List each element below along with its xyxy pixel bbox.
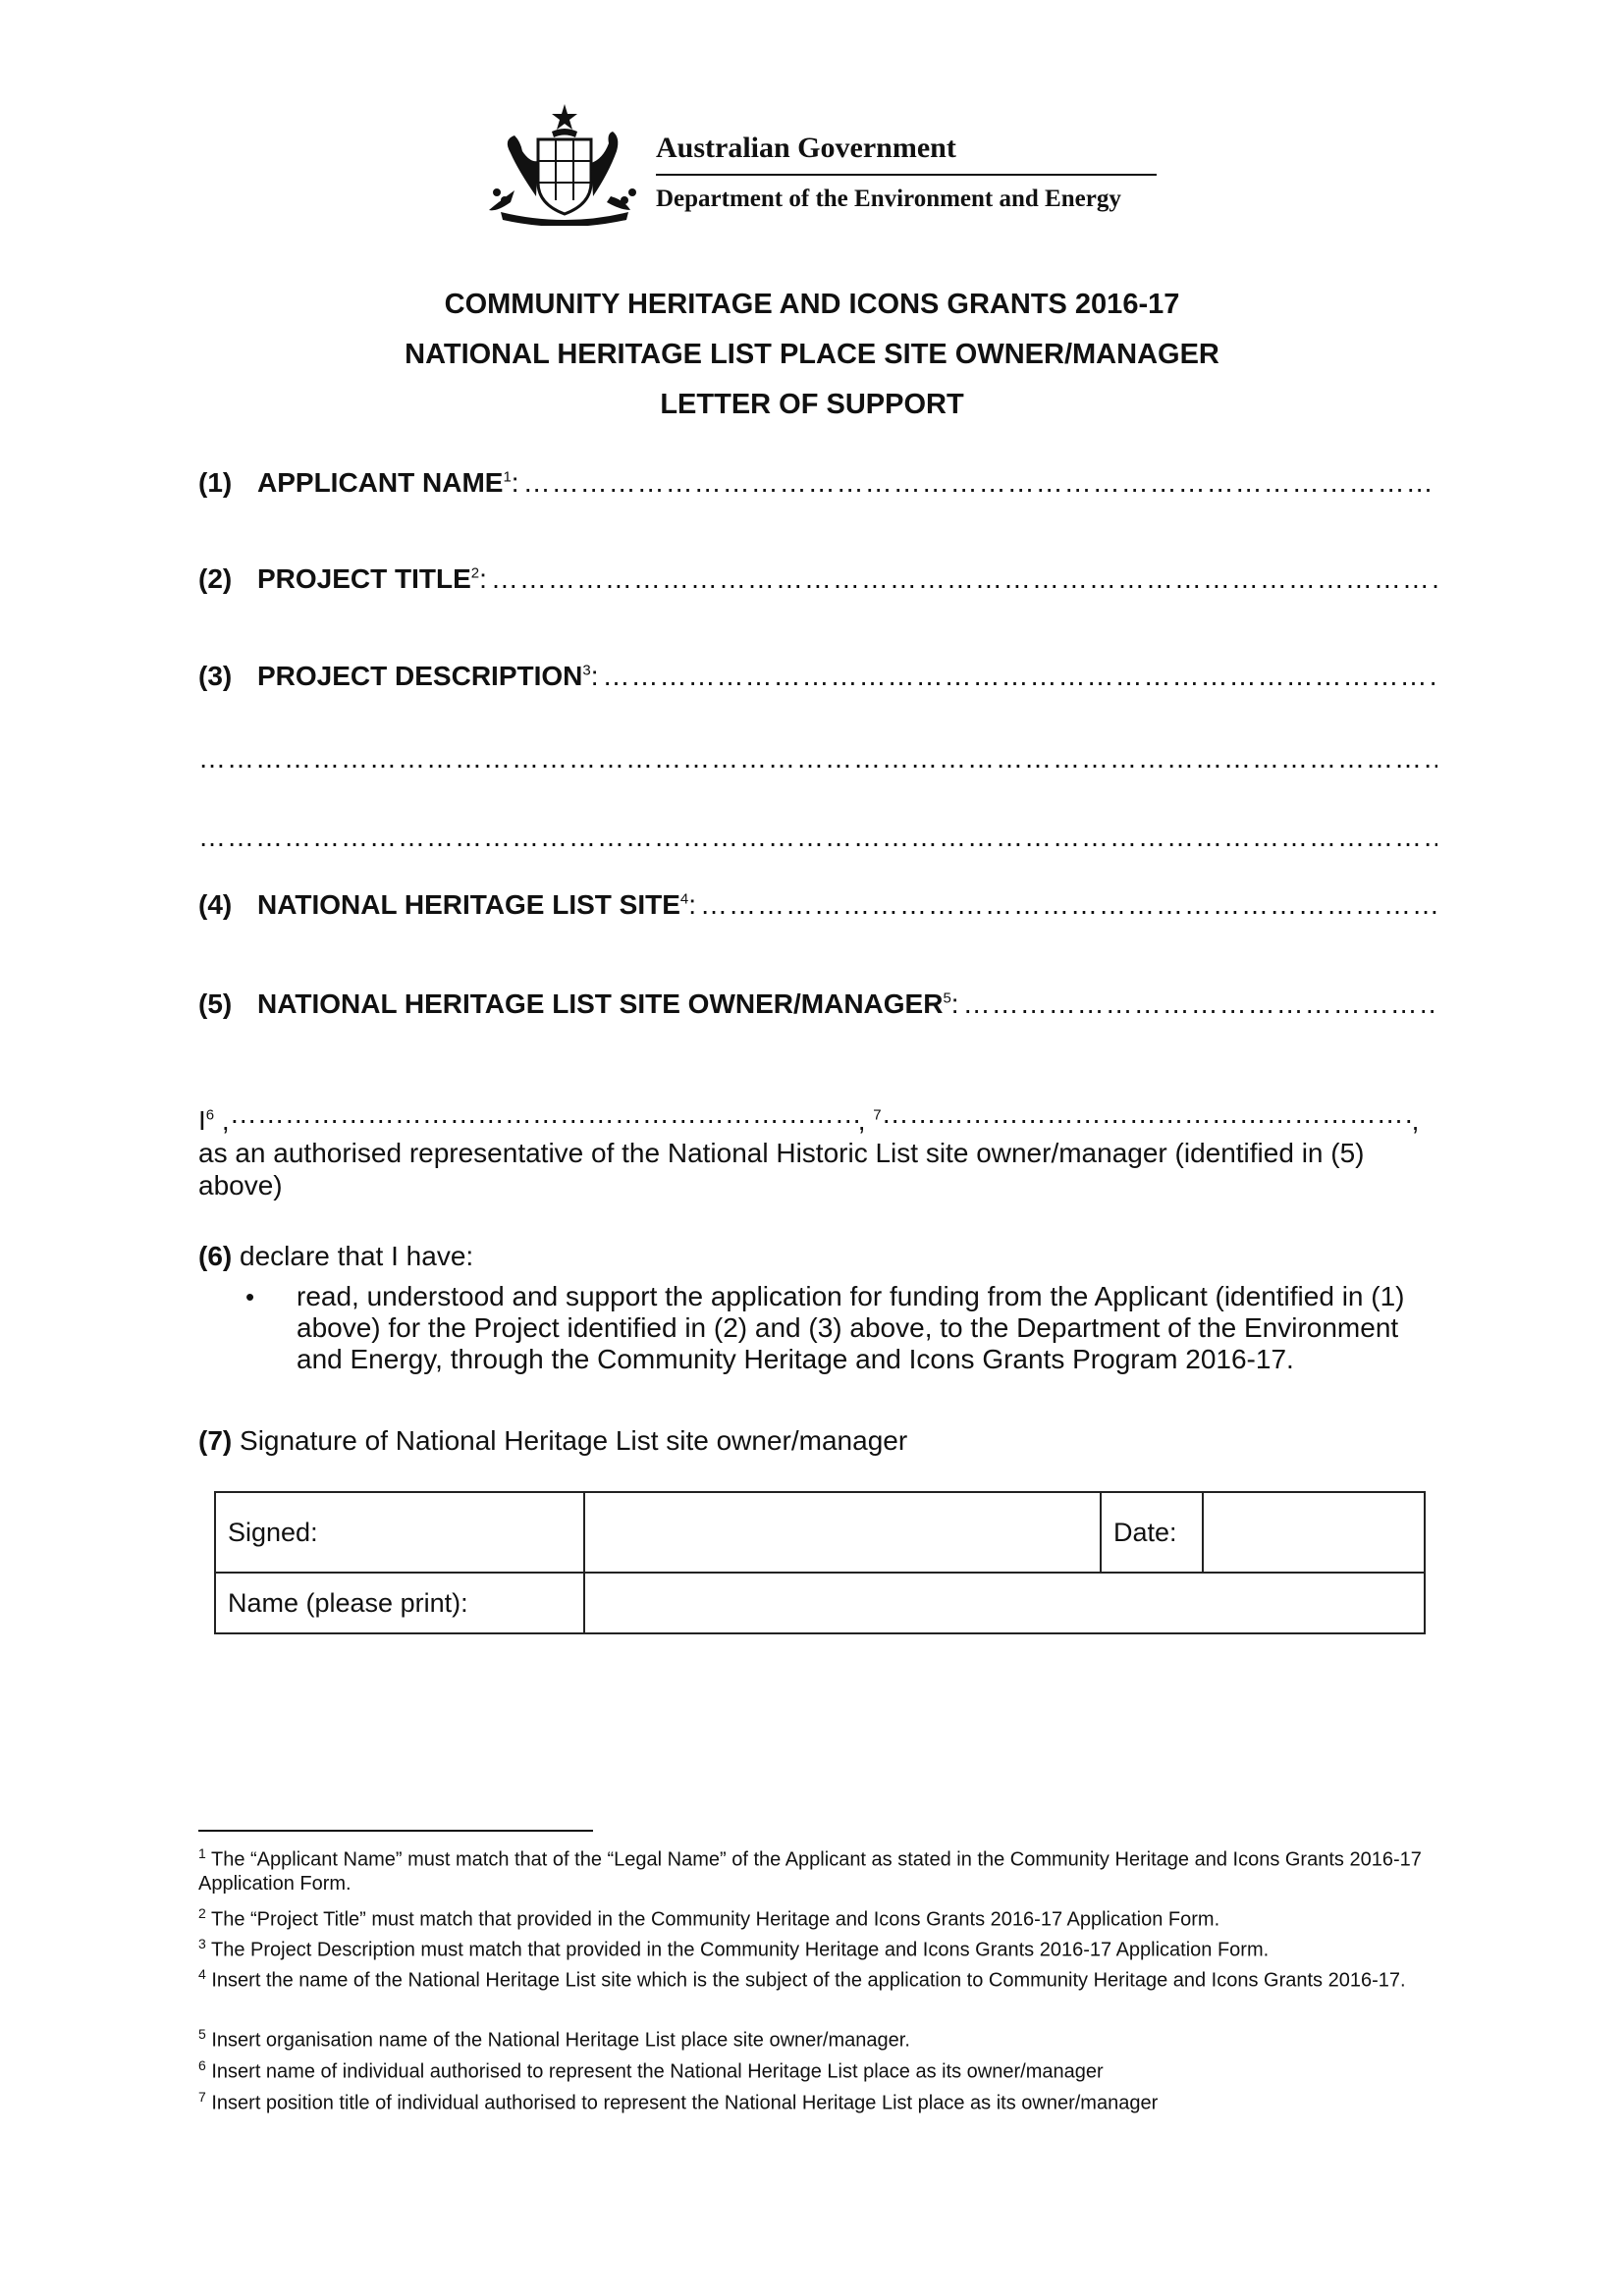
- declaration-i: I: [198, 1105, 206, 1136]
- site-owner-input-line[interactable]: [963, 988, 1437, 1020]
- footnote-7: $^7$ Insert position title of individual authorised to represent the National Heritage List place as its owner/manager: [198, 2089, 1159, 2114]
- site-owner-field[interactable]: [198, 988, 1437, 1028]
- item-number: (6): [198, 1241, 233, 1271]
- declaration-bullet: [245, 1281, 1424, 1375]
- item-6: (6) declare that I have:: [198, 1241, 474, 1271]
- date-label: Date:: [1101, 1492, 1203, 1573]
- footnote-4: $^4$ Insert the name of the National Heritage List site which is the subject of the application to Community Heritage and Icons Grants 2016-17.: [198, 1966, 1406, 1992]
- applicant-name-field[interactable]: [198, 467, 1437, 507]
- field-number: (4): [198, 889, 233, 920]
- australian-coat-of-arms-icon: [481, 102, 648, 226]
- project-description-line-3[interactable]: [198, 822, 1437, 861]
- project-title-input-line[interactable]: [491, 563, 1437, 595]
- field-label: APPLICANT NAME$^1$:: [257, 467, 519, 498]
- heritage-site-field[interactable]: [198, 889, 1437, 929]
- field-label: PROJECT TITLE$^2$:: [257, 563, 487, 594]
- signed-label: Signed:: [215, 1492, 584, 1573]
- document-title-line-2: NATIONAL HERITAGE LIST PLACE SITE OWNER/MANAGER: [405, 339, 1219, 370]
- representative-name-line[interactable]: [230, 1097, 858, 1130]
- project-description-input-line[interactable]: [603, 661, 1437, 692]
- footnote-2: $^2$ The “Project Title” must match that provided in the Community Heritage and Icons Grants 2016-17 Application Form.: [198, 1905, 1220, 1931]
- footnote-1: $^1$ The “Applicant Name” must match that of the “Legal Name” of the Applicant as stated in the Community Heritage and Icons Grants 2016-17 Application Form.: [198, 1845, 1422, 1895]
- footnote-5: $^5$ Insert organisation name of the National Heritage List place site owner/manager.: [198, 2026, 910, 2052]
- field-number: (2): [198, 563, 233, 594]
- field-label: NATIONAL HERITAGE LIST SITE$^4$:: [257, 889, 697, 920]
- item-number: (7): [198, 1425, 233, 1456]
- declaration-paragraph: $I^6$ ,…………………………………………………………………………………………………… , $^7$…………………………………………………………………………………………………… , as an authorised representative of the National Historic List site owner/manager (identified in (5) above): [198, 1097, 1437, 1201]
- signature-table: [214, 1491, 1426, 1634]
- government-name: Australian Government: [656, 132, 956, 164]
- project-description-line-2[interactable]: [198, 743, 1437, 782]
- document-title-line-1: COMMUNITY HERITAGE AND ICONS GRANTS 2016-17: [444, 289, 1180, 320]
- field-label: PROJECT DESCRIPTION$^3$:: [257, 661, 599, 691]
- department-name: Department of the Environment and Energy: [656, 186, 1121, 212]
- footnote-3: $^3$ The Project Description must match that provided in the Community Heritage and Icons Grants 2016-17 Application Form.: [198, 1936, 1270, 1961]
- bullet-icon: •: [245, 1282, 255, 1311]
- document-title-line-3: LETTER OF SUPPORT: [660, 389, 964, 420]
- name-input-cell[interactable]: [584, 1573, 1425, 1633]
- item-7: (7) Signature of National Heritage List site owner/manager: [198, 1425, 908, 1456]
- project-title-field[interactable]: [198, 563, 1437, 603]
- applicant-name-input-line[interactable]: [523, 467, 1437, 499]
- date-input-cell[interactable]: [1203, 1492, 1425, 1573]
- footnote-6: $^6$ Insert name of individual authorised to represent the National Heritage List place as its owner/manager: [198, 2057, 1104, 2083]
- heritage-site-input-line[interactable]: [700, 889, 1437, 921]
- name-label: Name (please print):: [215, 1573, 584, 1633]
- field-number: (1): [198, 467, 233, 498]
- field-label: NATIONAL HERITAGE LIST SITE OWNER/MANAGER$^5$:: [257, 988, 959, 1019]
- field-number: (5): [198, 988, 233, 1019]
- bullet-text: read, understood and support the application for funding from the Applicant (identified in (1) above) for the Project identified in (2) and (3) above, to the Department of the Environment and Energy, through the Community Heritage and Icons Grants Program 2016-17.: [297, 1281, 1405, 1374]
- declaration-text: as an authorised representative of the National Historic List site owner/manager (identified in (5) above): [198, 1138, 1365, 1201]
- signed-input-cell[interactable]: [584, 1492, 1101, 1573]
- project-description-field[interactable]: [198, 661, 1437, 700]
- footnote-divider: [198, 1830, 593, 1832]
- header-divider: [656, 174, 1157, 176]
- field-number: (3): [198, 661, 233, 691]
- position-title-line[interactable]: [882, 1097, 1412, 1130]
